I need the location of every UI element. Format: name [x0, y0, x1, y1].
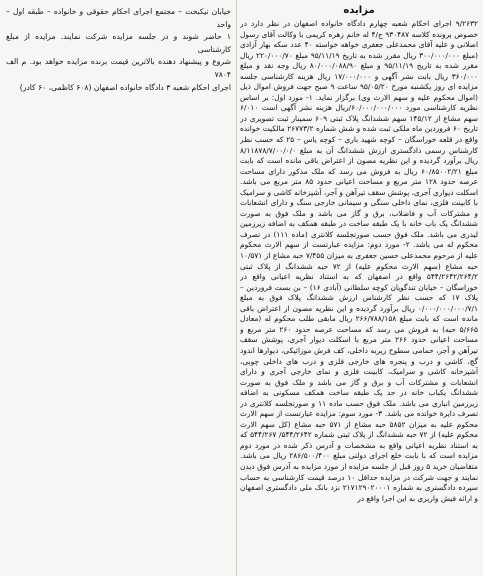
- notice-body: ۹/۲۶۳۲ اجرای احکام شعبه چهارم دادگاه خانواده اصفهان در نظر دارد در خصوص پرونده کلاسه ۹۳۰۴۸۷ ج/۴ له خانم زهره کریمی با وکالت آقای رسول اصلانی و علیه آقای محمدعلی جعفری خواهه خواسته ۴۰ عدد سکه بهار آزادی (مبلغ ۳۰۰/۰۰۰/۰۰۰ ریال مقرر شده به تاریخ ۹۵/۱۱/۱۹ مبلغ ۲۲۰/۰۰۰/۷۰ ریال مقرر شده به تاریخ ۹۵/۱۱/۱۹ و مبلغ ۸۰/۰۰۰/۰۸۸/۹۰ ریال وجه نقد و مبلغ ۳۶۰/۰۰۰ ریال بابت نشر آگهی و ۱۷/۰۰۰/۰۰۰ ریال هزینه کارشناسی جلسه مزایده ای روز یکشنبه مورخ ۹۵/۰۵/۲۰ ساعت ۹ صبح جهت فروش اموال ذیل (اموال محکوم علیه و سهم الارث وی) برگزار نماید. ۱- مورد اول: بر اساس نظریه کارشناسی مورد ۶۰/۰۰۰/۰۰۰/۰۰۰/ریال هزینه نشر آگهی است ۶/۰۱۰ سهم مشاع از ۱۴۵/۱۲ سهم ششدانگ پلاک ثبتی ۶۰۹ سمینار ثبت تصویری در تاریخ ۶۰ فروردین ماه ملکی ثبت شده و شش شماره ۲۶۷۷۳/۲ مالکیت خوانده واقع در قلعه خوراسگان – کوچه شهید باری – کوچه یاس – ۲۵ که حسب نظر کارشناس رسمی دادگستری ارزش ششدانگ آن به مبلغ ۸/۱۱۸۷۸/۷/۰۰/۰/۰ ریال برآورد گردیده و این نظریه مصون از اعتراض باقی مانده است که بابت مبلغ ۶۰/۸۵۰۰۲/۲۱ ریال به فروش می رسد که ملک مذکور دارای مساحت عرصه حدود ۱۲۸ متر مربع و مساحت اعیانی حدود ۸۵ متر مربع می باشد. اسکلت دیواری آجری، پوشش سقف تیرآهن و آجر، آشپزخانه کاشی و سرامیک با کابینت فلزی، نمای داخلی سنگی و سیمانی خارجی سنگ و دارای انشعابات و مشترکات آب و فاضلاب، برق و گاز می باشد و ملک فوق به صورت ششدانگ یک باب خانه با یک طبقه ساخت در طبقه همکف به اضافه زیرزمین لیدری می باشد. ملک فوق حسب صورتجلسه کلانتری (ماده ۱۱۱) در تصرف محکوم له می باشد. ۲- مورد دوم: مزایده عبارتست از سهم الارث محکوم علیه از مرحوم محمدعلی حسین جعفری به میزان ۷/۴۵۵ حبه مشاع از ۱۰/۵۷۱ حبه مشاع (سهم الارث محکوم علیه) از ۷۲ حبه ششدانگ از پلاک ثبتی ۵۴۴/۲۶۴۲/۲۶۴/۲ واقع در اصفهان که به استناد نظریه اعیانی واقع در خوراسگان – خیابان تندگویان کوچه سلطانی (آبادی ۱۶) – بن بست فروردین – پلاک ۱۷ که حسب نظر کارشناس ارزش ششدانگ پلاک فوق به مبلغ ۰/۰۰۰/۰۰۰/۰۰۰/۷/۱ ریال برآورد گردیده و این نظریه مصون از اعتراض باقی مانده است که بابت مبلغ ۲۶۶/۷۸۸/۱۵۸ ریال مابقی طلب محکوم له (معادل ۵/۶۶۵ حبه) به فروش می رسد که مساحت عرصه حدود ۲۶۰ متر مربع و مساحت اعیانی حدود ۲۶۶ متر مربع با اسکلت دیوار آجری، پوشش سقف تیرآهن و آجر، حمامی سطوح زیربه داخلی، کف فرش موزائیکی، دیوارها اندود گچ، کاشی و درب و پنجره های خارجی فلزی و درب های داخلی چوبی، آشپزخانه کاشی و سرامیک، کابینت فلزی و نمای خارجی آجری و دارای انشعابات و مشترکات آب و برق و گاز می باشد و ملک فوق به صورت ششدانگ یکباب خانه در حد یک طبقه ساخت همکف مسکونی به اضافه زیرزمین انباری می باشد. ملک فوق حسب ماده ۱۱ و صورتجلسه کلانتری در تصرف دایرة خوانده می باشد. ۳- مورد سوم: مزایده عبارتست از سهم الارث محکوم علیه به میزان ۵۸۵۲ حبه مشاع از ۵۷۱ حبه مشاع (کل سهم الارث محکوم علیه) از ۷۲ حبه ششدانگ از پلاک ثبتی شماره ۵۴۴/۲۶۴۲/ ۵۴۴/۲۶۷ که به استناد نظریه اعیانی واقع به مشخصات و آدرس ذکر شده در مورد دوم مزایده است که با بابت خلع اجرای دولتی مبلغ ۲۸۶/۵۰۰/۴۰۰ ریال می باشد. متقاضیان خرید ۵ روز قبل از جلسه مزایده از مورد مزایده به آدرس فوق دیدن نمایند و جهت شرکت در مزایده حداقل ۱۰ درصد قیمت کارشناسی به حساب سپرده دادگستری به شماره ۲۱۷۱۲۹۰۲۰۰۰۱ نزد بانک ملی دادگستری اصفهان و ارائه فیش واریزی به این اجرا واقع در: [240, 19, 478, 503]
- auction-notice: [240, 4, 478, 572]
- column-divider: [236, 0, 237, 576]
- previous-notice-tail: [6, 6, 231, 94]
- text-line: شروع و پیشنهاد دهنده بالاترین قیمت برنده مزایده خواهد بود. م الف ۷۸۰۴: [6, 57, 231, 79]
- notice-title: مزایده: [343, 5, 375, 16]
- text-line: خیابان نیکبخت – مجتمع اجرای احکام حقوقی و خانواده – طبقه اول – واحد: [6, 7, 231, 29]
- text-line: اجرای احکام شعبه ۳ دادگاه خانواده اصفهان (۶۰۸ کاظمی، ۶۰ کادر): [19, 82, 231, 92]
- text-line: ۱ حاضر شوند و در جلسه مزایده شرکت نمایند. مزایده از مبلغ کارشناسی: [6, 32, 231, 54]
